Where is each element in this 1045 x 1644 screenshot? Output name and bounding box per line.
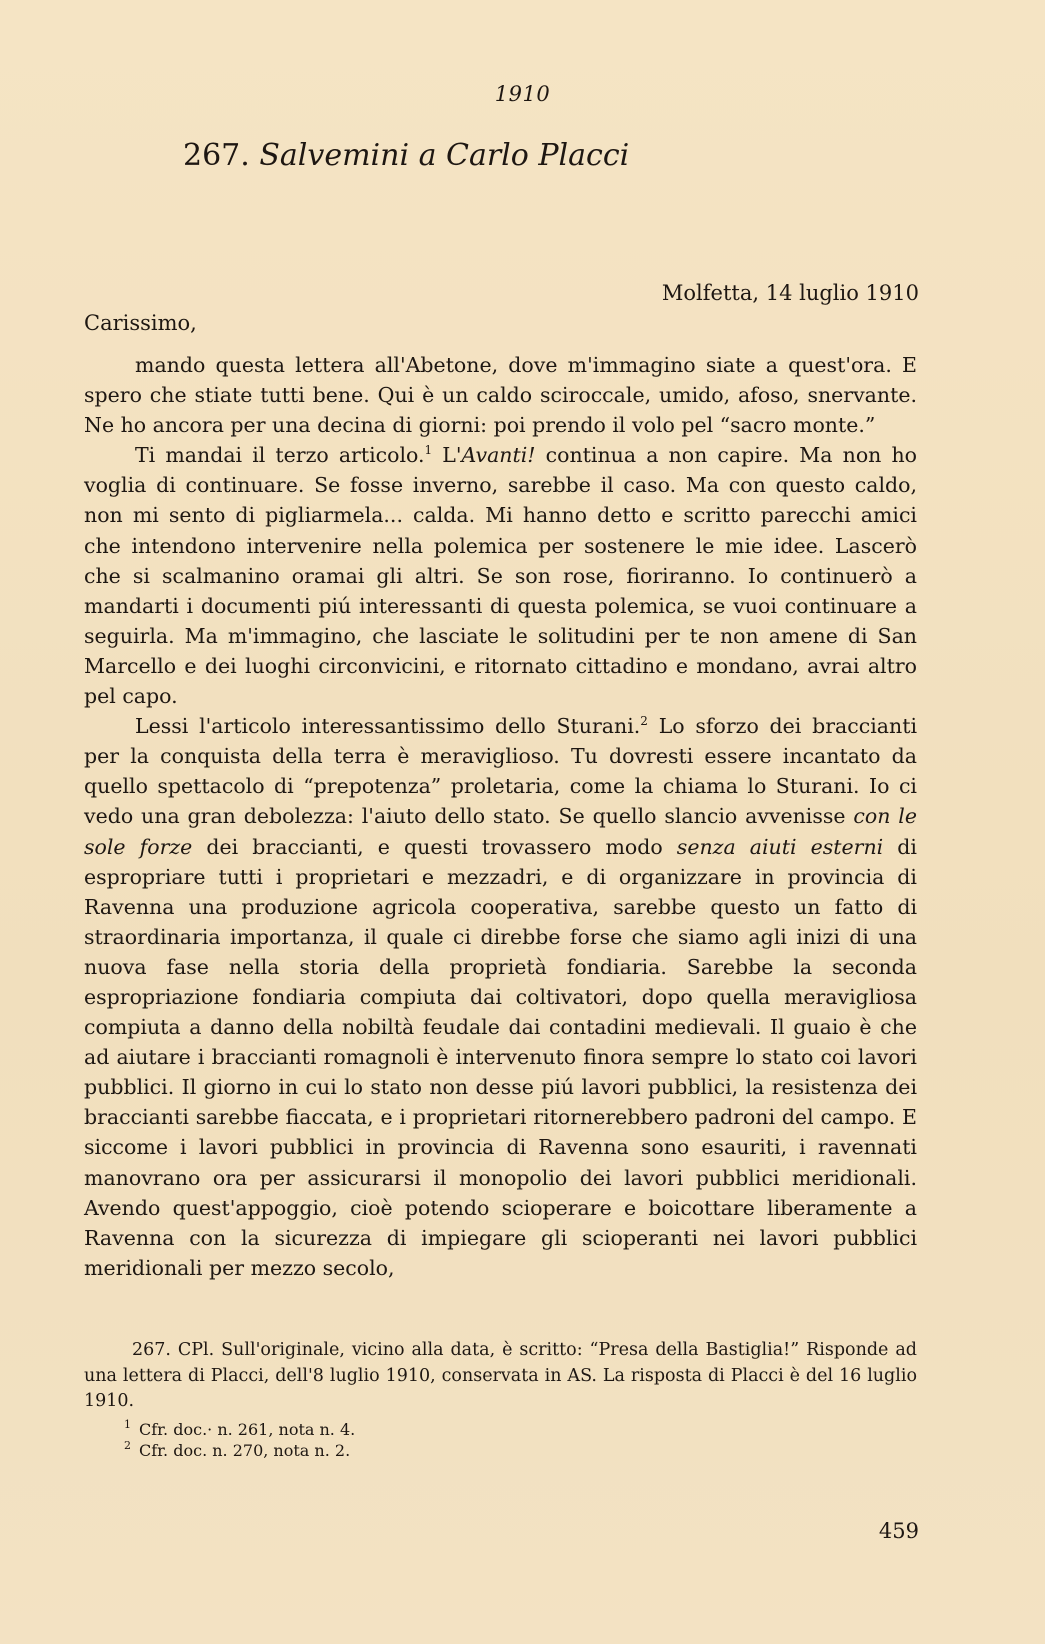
letter-body	[84, 350, 917, 1283]
emphasis-sole-forze: con le sole forze	[84, 804, 917, 859]
footnote-1-text: Cfr. doc.· n. 261, nota n. 4.	[139, 1419, 356, 1439]
place-date: Molfetta, 14 luglio 1910	[661, 281, 919, 305]
footnotes	[84, 1338, 917, 1461]
footnote-ref-1: 1	[424, 443, 433, 458]
paragraph-3	[84, 711, 917, 1283]
footnote-1	[84, 1419, 917, 1440]
paragraph-2-text-b: L'	[432, 443, 462, 468]
page-number: 459	[878, 1519, 919, 1543]
running-head-year: 1910	[494, 82, 551, 106]
document-number: 267.	[183, 138, 250, 173]
salutation: Carissimo,	[84, 311, 197, 335]
paragraph-3-text-b: Lo sforzo dei braccianti per la conquista della terra è meraviglioso. Tu dovresti essere incantato da quello spettacolo di “prepotenza” proletaria, come la chiama lo Sturani. Io ci vedo una gran debolezza: l'aiuto dello stato. Se quello slancio avvenisse	[84, 714, 918, 829]
document-title-text: Salvemini a Carlo Placci	[259, 138, 630, 173]
footnote-ref-2: 2	[640, 714, 648, 729]
footnote-main: 267. CPl. Sull'originale, vicino alla data, è scritto: “Presa della Bastiglia!” Risponde ad una lettera di Placci, dell'8 luglio 1910, conservata in AS. La risposta di Placci è del 16 luglio 1910.	[84, 1340, 917, 1411]
paragraph-3-text-c: dei braccianti, e questi trovassero modo	[192, 834, 677, 859]
paragraph-2	[84, 440, 917, 711]
footnote-2	[84, 1440, 917, 1461]
document-title	[183, 138, 629, 173]
footnote-2-number: 2	[124, 1439, 131, 1453]
paragraph-3-text-d: di espropriare tutti i proprietari e mezzadri, e di organizzare in provincia di Ravenna una produzione agricola cooperativa, sarebbe questo un fatto di straordinaria importanza, il quale ci direbbe forse che siamo agli inizi di una nuova fase nella storia della proprietà fondiaria. Sarebbe la seconda espropriazione fondiaria compiuta dai coltivatori, dopo quella meravigliosa compiuta a danno della nobiltà feudale dai contadini medievali. Il guaio è che ad aiutare i braccianti romagnoli è intervenuto finora sempre lo stato coi lavori pubblici. Il giorno in cui lo stato non desse piú lavori pubblici, la resistenza dei braccianti sarebbe fiaccata, e i proprietari ritornerebbero padroni del campo. E siccome i lavori pubblici in provincia di Ravenna sono esauriti, i ravennati manovrano ora per assicurarsi il monopolio dei lavori pubblici meridionali. Avendo quest'appoggio, cioè potendo scioperare e boicottare liberamente a Ravenna con la sicurezza di impiegare gli scioperanti nei lavori pubblici meridionali per mezzo secolo,	[84, 834, 917, 1280]
footnote-1-number: 1	[124, 1418, 131, 1432]
paragraph-2-text-a: Ti mandai il terzo articolo.	[135, 443, 425, 468]
paragraph-2-text-c: continua a non capire. Ma non ho voglia di continuare. Se fosse inverno, sarebbe il caso. Ma con questo caldo, non mi sento di pigliarmela... calda. Mi hanno detto e scritto parecchi amici che intendono intervenire nella polemica per sostenere le mie idee. Lascerò che si scalmanino oramai gli altri. Se son rose, fioriranno. Io continuerò a mandarti i documenti piú interessanti di questa polemica, se vuoi continuare a seguirla. Ma m'immagino, che lasciate le solitudini per te non amene di San Marcello e dei luoghi circonvicini, e ritornato cittadino e mondano, avrai altro pel capo.	[84, 443, 918, 709]
paragraph-1: mando questa lettera all'Abetone, dove m'immagino siate a quest'ora. E spero che stiate tutti bene. Qui è un caldo sciroccale, umido, afoso, snervante. Ne ho ancora per una decina di giorni: poi prendo il volo pel “sacro monte.”	[84, 353, 917, 438]
footnote-2-text: Cfr. doc. n. 270, nota n. 2.	[139, 1440, 351, 1460]
emphasis-senza-aiuti: senza aiuti esterni	[676, 834, 884, 859]
paragraph-3-text-a: Lessi l'articolo interessantissimo dello Sturani.	[135, 714, 641, 739]
newspaper-title: Avanti!	[461, 443, 536, 468]
